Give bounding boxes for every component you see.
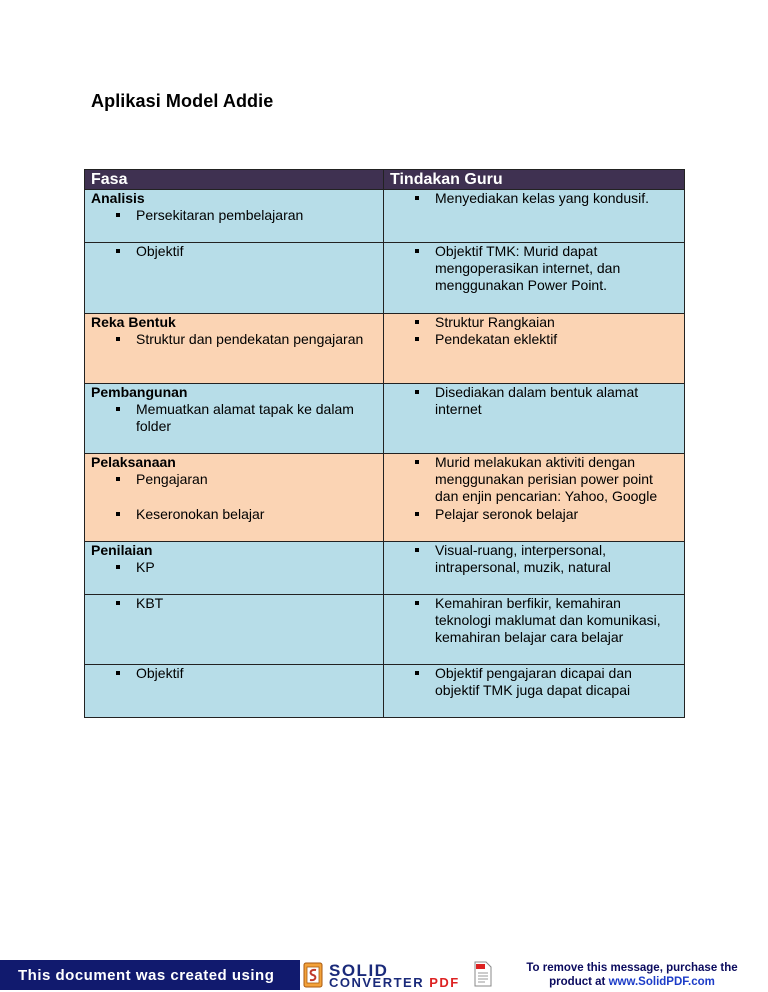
phase-title: Pembangunan <box>91 384 188 400</box>
action-cell <box>384 506 685 542</box>
table-row <box>85 595 685 665</box>
logo-pdf-word: PDF <box>429 975 460 990</box>
list-item: Pengajaran <box>91 471 377 488</box>
list-item: KBT <box>91 595 377 612</box>
pdf-document-icon <box>474 961 492 987</box>
action-cell <box>384 542 685 595</box>
table-row <box>85 384 685 454</box>
table-row <box>85 314 685 384</box>
footer-banner <box>0 960 300 990</box>
list-item: Memuatkan alamat tapak ke dalam folder <box>91 401 377 435</box>
list-item: Visual-ruang, interpersonal, intrapersonal, muzik, natural <box>390 542 678 576</box>
action-cell <box>384 190 685 243</box>
list-item: Struktur dan pendekatan pengajaran <box>91 331 377 348</box>
action-cell <box>384 595 685 665</box>
watermark-footer <box>0 958 768 992</box>
footer-message-line1: To remove this message, purchase the <box>526 962 738 974</box>
table-row <box>85 190 685 243</box>
action-cell <box>384 454 685 506</box>
action-cell <box>384 314 685 384</box>
phase-title: Penilaian <box>91 542 153 558</box>
phase-cell <box>85 665 384 718</box>
list-item: Disediakan dalam bentuk alamat internet <box>390 384 678 418</box>
list-item: Keseronokan belajar <box>91 506 377 523</box>
table-row <box>85 506 685 542</box>
table-header-row <box>85 170 685 190</box>
phase-title: Analisis <box>91 190 145 206</box>
list-item: Menyediakan kelas yang kondusif. <box>390 190 678 207</box>
list-item: Pelajar seronok belajar <box>390 506 678 523</box>
phase-cell <box>85 506 384 542</box>
list-item: Kemahiran berfikir, kemahiran teknologi maklumat dan komunikasi, kemahiran belajar cara belajar <box>390 595 678 646</box>
addie-table <box>84 169 685 718</box>
logo-solid-text: SOLID <box>329 961 389 980</box>
list-item: Objektif pengajaran dicapai dan objektif TMK juga dapat dicapai <box>390 665 678 699</box>
action-cell <box>384 243 685 314</box>
footer-url-link[interactable]: www.SolidPDF.com <box>608 976 715 988</box>
list-item: Struktur Rangkaian <box>390 314 678 331</box>
phase-cell <box>85 454 384 506</box>
table-row <box>85 542 685 595</box>
list-item: Objektif TMK: Murid dapat mengoperasikan internet, dan menggunakan Power Point. <box>390 243 678 294</box>
phase-cell <box>85 190 384 243</box>
header-tindakan-guru: Tindakan Guru <box>384 170 685 190</box>
footer-message-line2 <box>503 975 761 989</box>
list-item: KP <box>91 559 377 576</box>
list-item: Objektif <box>91 243 377 260</box>
header-fasa: Fasa <box>85 170 384 190</box>
phase-title: Pelaksanaan <box>91 454 176 470</box>
footer-message-prefix: product at <box>549 976 606 988</box>
solid-converter-logo-icon <box>303 962 323 988</box>
phase-cell <box>85 384 384 454</box>
footer-created-text: This document was created using <box>18 967 275 984</box>
table-row <box>85 665 685 718</box>
phase-title: Reka Bentuk <box>91 314 176 330</box>
list-item: Persekitaran pembelajaran <box>91 207 377 224</box>
list-item: Pendekatan eklektif <box>390 331 678 348</box>
phase-cell <box>85 243 384 314</box>
logo-converter-word: CONVERTER <box>329 975 425 990</box>
phase-cell <box>85 595 384 665</box>
list-item: Objektif <box>91 665 377 682</box>
phase-cell <box>85 542 384 595</box>
phase-cell <box>85 314 384 384</box>
list-item: Murid melakukan aktiviti dengan menggunakan perisian power point dan enjin pencarian: Yahoo, Google <box>390 454 678 505</box>
table-row <box>85 454 685 506</box>
action-cell <box>384 384 685 454</box>
logo-converter-text <box>329 975 460 990</box>
footer-purchase-message <box>503 961 761 989</box>
action-cell <box>384 665 685 718</box>
page-title: Aplikasi Model Addie <box>91 91 274 111</box>
table-row <box>85 243 685 314</box>
